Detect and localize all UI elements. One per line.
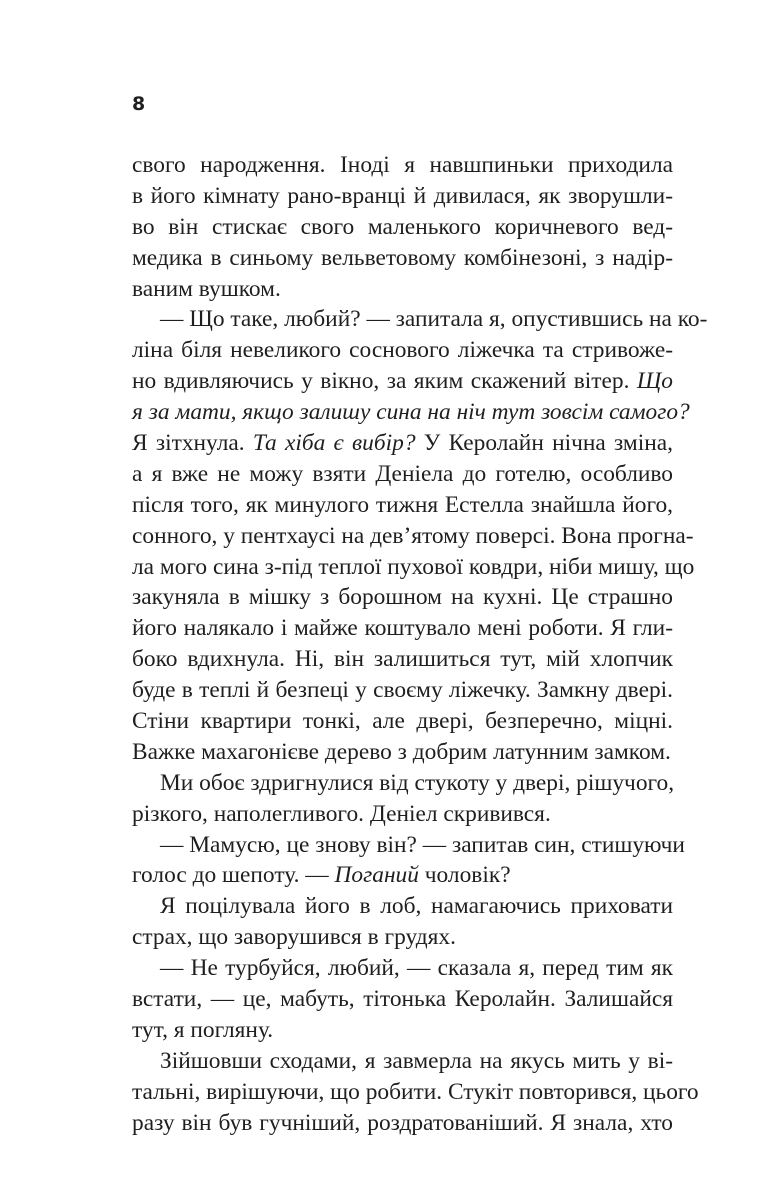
text-segment: тальні, вирішуючи, що робити. Стукіт повторився, цього [132,1078,699,1105]
text-segment: а я вже не можу взяти Деніела до готелю, особливо [132,460,673,487]
text-line [132,428,673,459]
text-segment: — Мамусю, це знову він? — запитав син, стишуючи [160,831,685,858]
page-number: 8 [132,93,146,115]
text-line [132,1108,673,1139]
text-segment: ліна біля невеликого соснового ліжечка та стривоже- [132,337,673,364]
text-line [132,1046,673,1077]
text-segment: різкого, наполегливого. Деніел скривився. [132,800,551,827]
text-segment: Ми обоє здригнулися від стукоту у двері, рішучого, [160,769,675,796]
text-line [132,366,673,397]
text-segment: — Не турбуйся, любий, — сказала я, перед тим як [160,955,673,982]
text-line [132,613,673,644]
text-line [132,274,673,305]
text-line [132,953,673,984]
text-segment: закуняла в мішку з борошном на кухні. Це страшно [132,584,673,611]
text-line [132,150,673,181]
text-segment: Я зітхнула. [132,430,253,457]
text-segment: буде в теплі й безпеці у своєму ліжечку. Замкну двері. [132,677,673,704]
text-segment: чоловік? [418,862,511,889]
text-line [132,1015,673,1046]
text-segment: во він стискає свого маленького коричневого вед- [132,213,673,240]
text-segment: його налякало і майже коштувало мені роботи. Я гли- [132,615,673,642]
text-line [132,490,673,521]
text-segment: Стіни квартири тонкі, але двері, безперечно, міцні. [132,708,673,735]
text-line [132,706,673,737]
text-segment: но вдивляючись у вікно, за яким скажений вітер. [132,368,637,395]
text-segment: Важке махагонієве дерево з добрим латунним замком. [132,738,671,765]
text-segment: боко вдихнула. Ні, він залишиться тут, мій хлопчик [132,646,673,673]
text-line [132,860,673,891]
text-line [132,181,673,212]
text-segment: разу він був гучніший, роздратованіший. Я знала, хто [132,1109,673,1136]
text-line [132,521,694,552]
text-segment: Зійшовши сходами, я завмерла на якусь мить у ві- [160,1047,673,1074]
text-line [132,922,673,953]
italic-text: Що [636,368,673,395]
text-line [132,459,673,490]
text-line [132,582,673,613]
text-segment: — Що таке, любий? — запитала я, опустившись на ко- [160,306,708,333]
text-segment: голос до шепоту. — [132,862,335,889]
text-line [132,552,695,583]
text-line [132,984,673,1015]
text-line [132,768,673,799]
text-segment: тут, я погляну. [132,1016,274,1043]
text-line [132,799,673,830]
text-line [132,830,685,861]
text-segment: медика в синьому вельветовому комбінезоні, з надір- [132,244,673,271]
text-segment: страх, що заворушився в грудях. [132,924,456,951]
text-segment: встати, — це, мабуть, тітонька Керолайн. Залишайся [132,986,673,1013]
text-line [132,737,673,768]
text-line [132,212,673,243]
italic-text: я за мати, якщо залишу сина на ніч тут зовсім самого? [132,399,690,426]
text-line [132,675,673,706]
text-segment: в його кімнату рано-вранці й дивилася, як зворушли- [132,182,673,209]
italic-text: Та хіба є вибір? [252,430,416,457]
text-line [132,304,708,335]
text-segment: У Керолайн нічна зміна, [415,430,673,457]
text-line [132,1077,699,1108]
text-segment: Я поцілувала його в лоб, намагаючись приховати [160,893,673,920]
text-line [132,891,673,922]
text-line [132,644,673,675]
text-segment: ла мого сина з-під теплої пухової ковдри, ніби мишу, що [132,553,695,580]
text-line [132,397,690,428]
text-line [132,243,673,274]
body-text [132,150,708,1139]
text-segment: сонного, у пентхаусі на дев’ятому поверсі. Вона прогна- [132,522,694,549]
text-segment: після того, як минулого тижня Естелла знайшла його, [132,491,673,518]
text-segment: свого народження. Іноді я навшпиньки приходила [132,152,673,178]
text-line [132,335,673,366]
text-segment: ваним вушком. [132,275,281,302]
italic-text: Поганий [334,862,419,889]
